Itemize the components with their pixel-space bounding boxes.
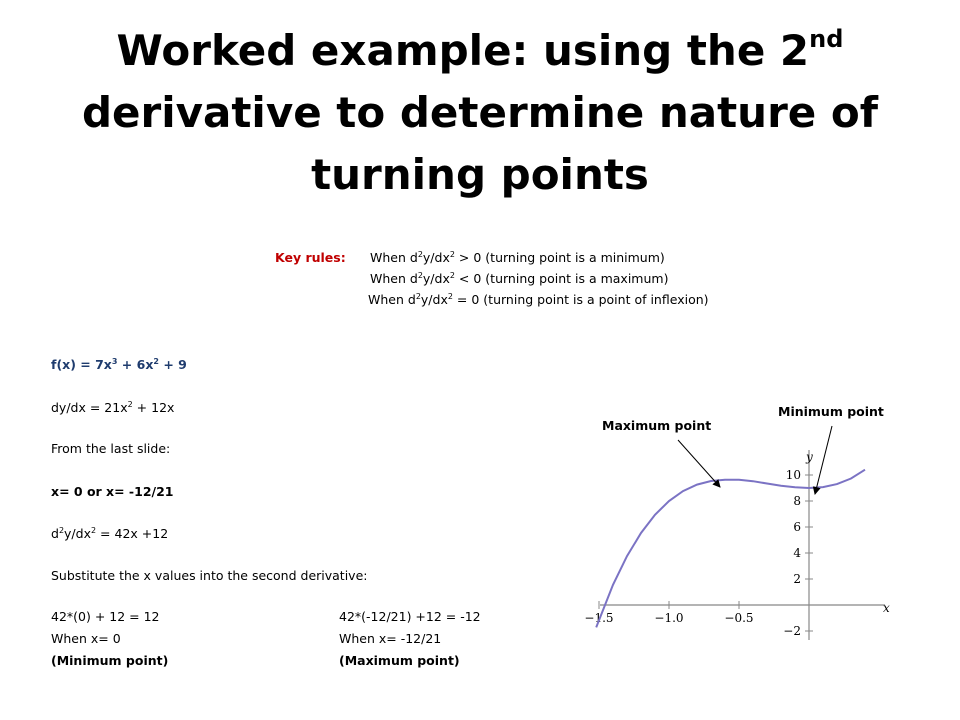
calc-x-neg: 42*(-12/21) +12 = -12 bbox=[339, 609, 481, 624]
title-line-2: derivative to determine nature of bbox=[81, 88, 879, 137]
substitute-instruction: Substitute the x values into the second derivative: bbox=[51, 568, 368, 583]
key-rule-inflexion: When $d^2y/dx^2 = 0$ (turning point is a point of inflexion) bbox=[368, 291, 709, 307]
from-last-slide-text: From the last slide: bbox=[51, 441, 171, 456]
second-derivative: $d^2y/dx^2 = 42x +12$ bbox=[51, 525, 169, 541]
calc-x0: 42*(0) + 12 = 12 bbox=[51, 609, 160, 624]
y-tick-label: 4 bbox=[793, 546, 801, 560]
y-tick-label: 2 bbox=[793, 572, 801, 586]
key-rules-label: Key rules: bbox=[275, 250, 346, 265]
minimum-point-arrow bbox=[815, 426, 832, 494]
x-tick-label: −1.5 bbox=[584, 611, 614, 625]
y-tick-label: 8 bbox=[793, 494, 801, 508]
nature-x-neg: (Maximum point) bbox=[339, 653, 460, 668]
y-tick-label: 10 bbox=[785, 468, 801, 482]
maximum-point-arrow bbox=[678, 440, 720, 487]
key-rule-minimum: When $d^2y/dx^2 > 0$ (turning point is a minimum) bbox=[370, 249, 665, 265]
function-definition: $f(x) = 7x^3 + 6x^2 + 9$ bbox=[51, 356, 187, 372]
when-x0: When x= 0 bbox=[51, 631, 121, 646]
slide-title bbox=[60, 20, 900, 206]
y-tick-label: 6 bbox=[793, 520, 801, 534]
x-tick-label: −0.5 bbox=[724, 611, 754, 625]
cubic-graph bbox=[560, 390, 960, 690]
title-line-1: Worked example: using the 2nd bbox=[116, 25, 844, 75]
y-axis-label: y bbox=[806, 450, 813, 464]
x-axis-label: x bbox=[883, 601, 890, 615]
nature-x0: (Minimum point) bbox=[51, 653, 169, 668]
maximum-point-label: Maximum point bbox=[602, 418, 712, 433]
title-line-3: turning points bbox=[311, 150, 649, 199]
minimum-point-label: Minimum point bbox=[778, 404, 884, 419]
when-x-neg: When x= -12/21 bbox=[339, 631, 442, 646]
y-tick-label: −2 bbox=[783, 624, 801, 638]
first-derivative: $dy/dx = 21x^2 + 12x$ bbox=[51, 399, 175, 415]
key-rule-maximum: When $d^2y/dx^2 < 0$ (turning point is a maximum) bbox=[370, 270, 669, 286]
x-values: x= 0 or x= -12/21 bbox=[51, 484, 174, 499]
x-tick-label: −1.0 bbox=[654, 611, 684, 625]
function-curve bbox=[596, 470, 865, 628]
